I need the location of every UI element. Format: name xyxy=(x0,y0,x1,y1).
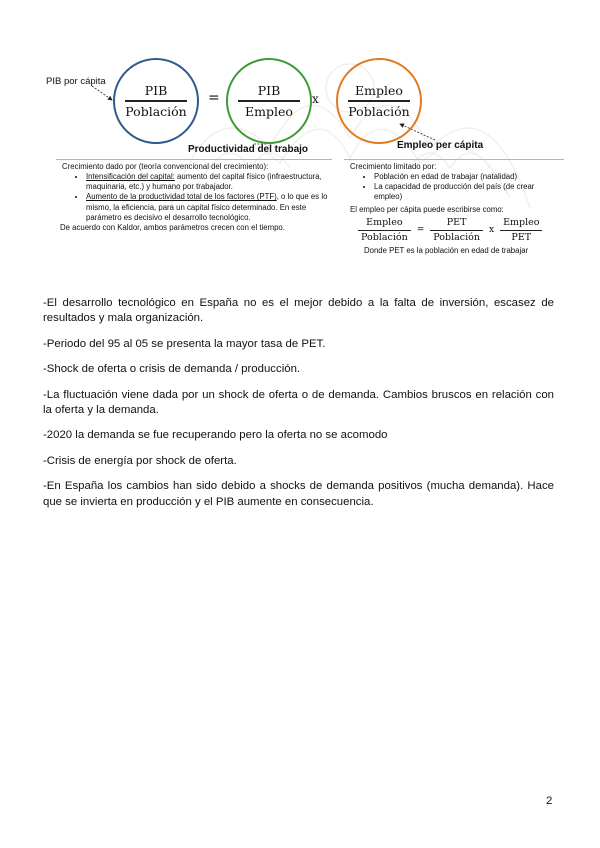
formula-fraction-2 xyxy=(430,217,483,245)
bullet2-title: Aumento de la productividad total de los factores (PTF) xyxy=(86,192,277,202)
empleo-per-poblacion-circle xyxy=(336,58,422,144)
circle2-denominator: Empleo xyxy=(245,103,293,119)
list-item xyxy=(86,172,332,192)
paragraph: -En España los cambios han sido debido a shocks de demanda positivos (mucha demanda). Hace que se invierta en producción y el PIB aumente en consecuencia. xyxy=(43,480,554,508)
productivity-explanation-box xyxy=(56,159,332,250)
fraction-denominator: Población xyxy=(433,231,480,243)
fraction-denominator: PET xyxy=(511,231,532,243)
fraction-denominator: Población xyxy=(361,231,408,243)
page-number: 2 xyxy=(546,795,553,807)
list-item: • Población en edad de trabajar (natalidad) xyxy=(374,172,564,182)
left-box-intro: Crecimiento dado por (teoría convencional del crecimiento): xyxy=(62,162,269,171)
times-sign: x xyxy=(312,92,319,106)
formula-fraction-1 xyxy=(358,217,411,245)
list-item xyxy=(86,192,332,222)
equals-sign: = xyxy=(208,90,220,106)
paragraph: -Periodo del 95 al 05 se presenta la mayor tasa de PET. xyxy=(43,337,326,350)
pib-per-capita-label: PIB por cápita xyxy=(46,76,106,87)
circle1-numerator: PIB xyxy=(144,83,168,99)
fraction-numerator: Empleo xyxy=(503,216,540,228)
circle1-denominator: Población xyxy=(125,103,187,119)
left-box-list xyxy=(56,172,332,223)
bullet1-title: Intensificación del capital: xyxy=(86,172,175,182)
list-item: • La capacidad de producción del país (de crear empleo) xyxy=(374,182,564,202)
circle3-denominator: Población xyxy=(348,103,410,119)
employment-explanation-box xyxy=(344,159,564,278)
notes-body xyxy=(43,296,554,520)
formula-equals: = xyxy=(416,224,425,235)
fraction-bar xyxy=(500,230,542,231)
paragraph: -El desarrollo tecnológico en España no es el mejor debido a la falta de inversión, escasez de resultados y mala organización. xyxy=(43,297,554,325)
formula-intro: El empleo per cápita puede escribirse como: xyxy=(350,204,504,214)
pib-per-poblacion-circle xyxy=(113,58,199,144)
fraction-numerator: Empleo xyxy=(366,216,403,228)
bullet2-text: , o lo que es lo mismo, la eficiencia, para un capital físico determinado. En este parámetro es decisivo el desarrollo tecnológico. xyxy=(86,192,328,222)
employment-formula xyxy=(358,217,564,245)
kaldor-note: De acuerdo con Kaldor, ambos parámetros crecen con el tiempo. xyxy=(60,222,285,232)
formula-fraction-3 xyxy=(500,217,542,245)
pib-per-empleo-circle xyxy=(226,58,312,144)
bullet1-text: aumento del capital físico (infraestructura, maquinaria, etc.) y humano por trabajador. xyxy=(86,172,322,192)
paragraph: -Shock de oferta o crisis de demanda / producción. xyxy=(43,363,301,376)
productivity-label: Productividad del trabajo xyxy=(188,144,309,155)
employment-per-capita-label: Empleo per cápita xyxy=(397,140,484,151)
pet-note: Donde PET es la población en edad de trabajar xyxy=(364,246,529,256)
fraction-bar xyxy=(358,230,411,231)
formula-times: x xyxy=(488,224,495,235)
right-box-list xyxy=(344,172,564,202)
right-box-intro: Crecimiento limitado por: xyxy=(350,162,437,171)
paragraph: -La fluctuación viene dada por un shock de oferta o de demanda. Cambios bruscos en relación con la oferta y la demanda. xyxy=(43,388,554,416)
circle3-numerator: Empleo xyxy=(355,83,403,99)
growth-decomposition-diagram xyxy=(40,48,566,278)
circle2-numerator: PIB xyxy=(257,83,281,99)
fraction-bar xyxy=(430,230,483,231)
fraction-numerator: PET xyxy=(446,216,467,228)
paragraph: -Crisis de energía por shock de oferta. xyxy=(43,454,237,467)
paragraph: -2020 la demanda se fue recuperando pero la oferta no se acomodo xyxy=(43,429,388,442)
